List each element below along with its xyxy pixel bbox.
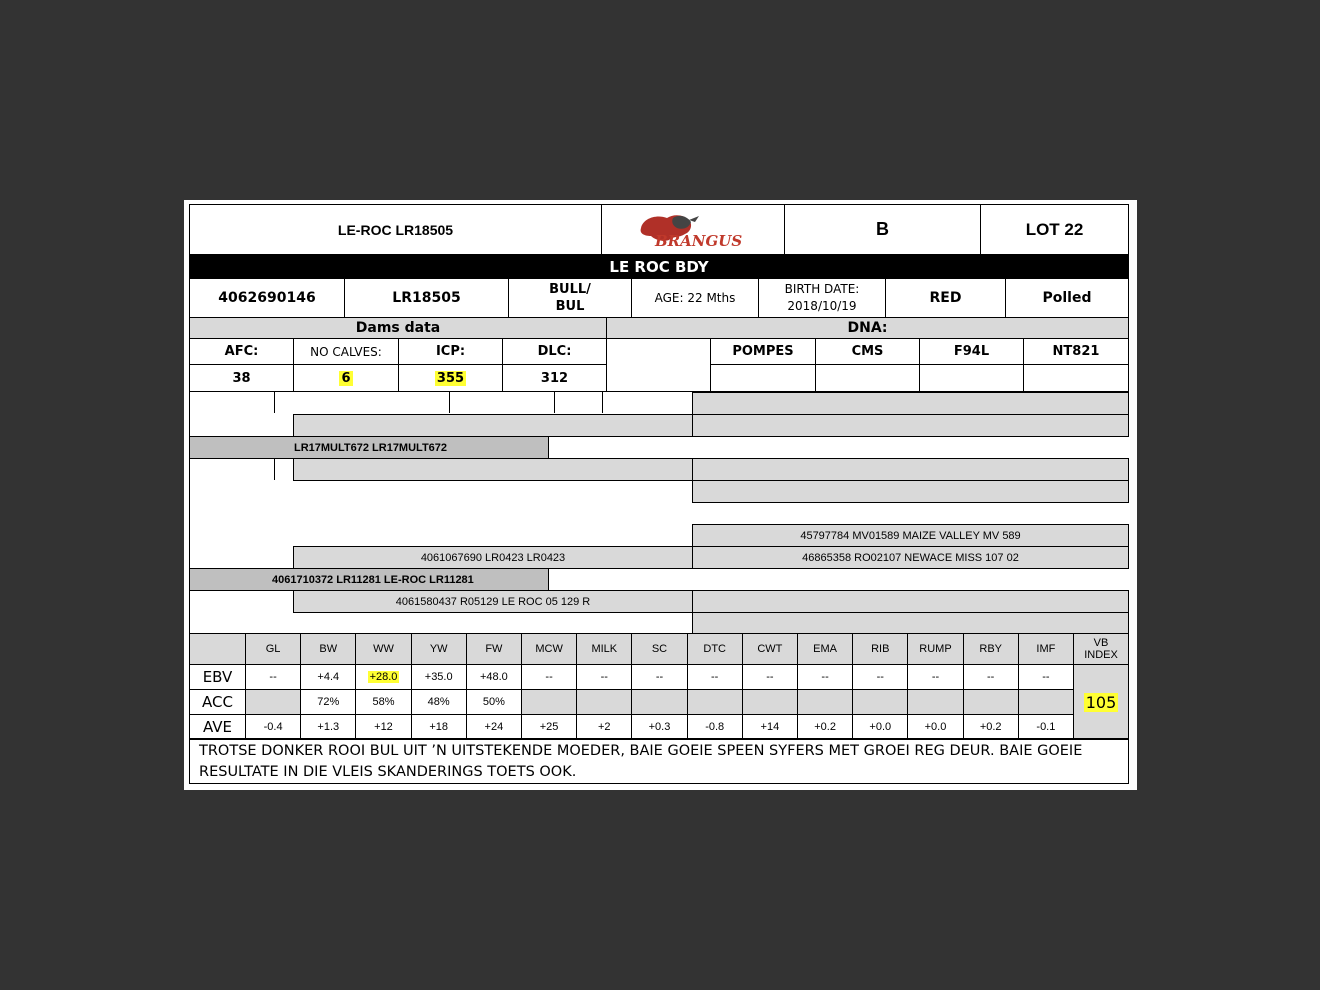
ebv-cell [521,664,577,690]
ebv-row-label-ave [189,714,246,740]
ebv-col-mcw [521,633,577,665]
ebv-row-label-ebv-text: EBV [202,668,233,686]
sire-box [189,436,549,459]
ssg-2 [692,414,1129,437]
sex-line-2: BUL [555,299,585,314]
ebv-cell [521,689,577,715]
ebv-value: -- [655,671,664,683]
ebv-cell [631,689,687,715]
ebv-value: -- [269,671,277,683]
ebv-cell [687,714,743,740]
class-text: B [876,219,889,239]
ebv-value: +25 [539,721,559,733]
dam-sire-dam-box [692,546,1129,569]
sdg-1 [692,458,1129,481]
sex-cell [508,278,632,318]
dams-header-icp [398,338,503,365]
pompes-label: POMPES [732,344,794,359]
ebv-col-ema-text: EMA [813,643,838,655]
ebv-value: +0.2 [979,721,1002,733]
dna-header-nt821 [1023,338,1129,365]
ebv-col-fw-text: FW [485,643,503,655]
ebv-value: +1.3 [317,721,340,733]
dna-value-cms [815,364,920,392]
sire-sire-box [293,414,693,437]
birth-label: BIRTH DATE: [784,282,860,296]
ebv-cell [466,714,522,740]
ebv-col-rib-text: RIB [871,643,890,655]
ebv-cell [963,714,1019,740]
f94l-label: F94L [953,344,990,359]
ebv-header-blank [189,633,246,665]
ebv-col-gl [245,633,301,665]
id-number-text: 4062690146 [218,290,316,306]
ebv-value: -- [987,671,995,683]
ebv-col-yw [411,633,467,665]
dams-header-calves [293,338,399,365]
reg-number [344,278,509,318]
ebv-value: -0.1 [1036,721,1056,733]
ebv-value: +24 [484,721,504,733]
ebv-cell [576,714,632,740]
banner-text: LE ROC BDY [609,257,709,276]
birth-date: 2018/10/19 [787,299,857,313]
ebv-col-ww [355,633,411,665]
reg-number-text: LR18505 [392,290,461,306]
ebv-cell [907,664,963,690]
ebv-value: +14 [760,721,780,733]
ebv-col-cwt-text: CWT [757,643,783,655]
vb-index-number: 105 [1085,692,1117,712]
dna-blank [606,338,711,392]
dams-value-calves [293,364,399,392]
icp-value: 355 [436,370,465,386]
bull-logo-icon [633,210,753,250]
ebv-cell [245,714,301,740]
nt821-label: NT821 [1052,344,1100,359]
ebv-col-dtc [687,633,743,665]
lot-text: LOT 22 [1025,219,1084,239]
dna-header-cms [815,338,920,365]
ebv-cell [631,664,687,690]
dam-text: 4061710372 LR11281 LE-ROC LR11281 [272,573,474,586]
ebv-cell [852,714,908,740]
ebv-cell [797,714,853,740]
afc-label: AFC: [224,344,259,359]
dna-title-text: DNA: [847,320,888,336]
ebv-col-dtc-text: DTC [703,643,726,655]
ebv-cell [411,714,467,740]
ebv-cell [355,714,411,740]
ebv-col-rump [907,633,963,665]
comment-box [189,738,1129,784]
ebv-value: -- [545,671,553,683]
ebv-value: +28.0 [369,671,398,683]
ebv-row-label-ebv [189,664,246,690]
dna-header-f94l [919,338,1024,365]
ebv-row-label-ave-text: AVE [202,718,233,736]
ebv-row-label-acc-text: ACC [202,693,233,711]
ebv-cell [576,664,632,690]
ebv-value: -- [600,671,608,683]
calves-value: 6 [341,370,351,386]
afc-value: 38 [232,370,251,386]
ebv-value: -- [931,671,940,683]
dlc-value: 312 [540,370,569,386]
ebv-cell [907,714,963,740]
ebv-col-fw [466,633,522,665]
dams-header-afc [189,338,294,365]
birth-date-cell [758,278,886,318]
ebv-cell [687,664,743,690]
colour-cell [885,278,1006,318]
sire-text: LR17MULT672 LR17MULT672 [294,441,448,454]
age-cell [631,278,759,318]
icp-label: ICP: [435,344,466,359]
ebv-col-milk [576,633,632,665]
dam-sire-dam-text: 46865358 RO02107 NEWACE MISS 107 02 [802,551,1019,564]
dlc-label: DLC: [537,344,572,359]
dams-value-icp [398,364,503,392]
ebv-value: 48% [427,696,450,708]
sdg-2 [692,480,1129,503]
ebv-col-bw-text: BW [319,643,338,655]
dams-value-afc [189,364,294,392]
ebv-col-rby-text: RBY [979,643,1002,655]
dams-title [189,317,607,339]
ebv-col-bw [300,633,356,665]
ebv-cell [411,689,467,715]
ssg-1 [692,392,1129,415]
ebv-cell [963,689,1019,715]
ebv-cell [466,689,522,715]
horn-cell [1005,278,1129,318]
cms-label: CMS [851,344,884,359]
ebv-cell [411,664,467,690]
ebv-cell [300,664,356,690]
dna-title [606,317,1129,339]
brand-logo [601,204,785,255]
dam-sire-text: 4061067690 LR0423 LR0423 [420,551,566,564]
ebv-cell [245,689,301,715]
dam-sire-sire-box [692,524,1129,547]
sire-dam-box [293,458,693,481]
ebv-row-label-acc [189,689,246,715]
horn-text: Polled [1042,290,1092,306]
ebv-cell [1018,689,1074,715]
ebv-value: +12 [374,721,393,733]
lot-number [980,204,1129,255]
ebv-value: -- [1042,671,1050,683]
ebv-col-gl-text: GL [265,643,281,655]
ebv-cell [742,714,798,740]
ebv-value: +0.2 [814,721,836,733]
dna-header-pompes [710,338,816,365]
ebv-col-mcw-text: MCW [535,643,563,655]
ebv-cell [742,664,798,690]
dam-box [189,568,549,591]
vb-index-header [1073,633,1129,665]
ebv-col-imf [1018,633,1074,665]
sex-line-1: BULL/ [549,282,591,297]
ebv-cell [852,689,908,715]
dna-value-nt821 [1023,364,1129,392]
ebv-col-ww-text: WW [373,643,394,655]
comment-text: TROTSE DONKER ROOI BUL UIT ’N UITSTEKENDE MOEDER, BAIE GOEIE SPEEN SYFERS MET GROEI REG DEUR. BAIE GOEIE RESULTATE IN DIE VLEIS SKANDERINGS TOETS OOK. [199,743,1083,780]
ebv-cell [907,689,963,715]
ebv-value: -- [821,671,829,683]
ebv-cell [687,689,743,715]
ebv-cell [797,689,853,715]
logo-text: BRANGUS [655,231,743,250]
vb-index-value [1073,664,1129,740]
ebv-value: -0.8 [705,721,725,733]
ebv-value: -0.4 [263,721,283,733]
dna-value-pompes [710,364,816,392]
dam-sire-box [293,546,693,569]
vb-index-label: INDEX [1084,649,1118,661]
ebv-value: +48.0 [479,671,508,683]
ebv-cell [1018,714,1074,740]
ebv-value: +0.3 [648,721,671,733]
animal-name-text: LE-ROC LR18505 [337,221,454,238]
colour-text: RED [929,290,962,306]
ebv-value: +35.0 [424,671,453,683]
ebv-cell [1018,664,1074,690]
ebv-value: +0.0 [869,721,892,733]
age-text: AGE: 22 Mths [654,291,736,305]
ebv-cell [852,664,908,690]
ebv-cell [466,664,522,690]
id-number [189,278,345,318]
animal-banner [189,254,1129,279]
ebv-col-cwt [742,633,798,665]
ebv-value: +4.4 [317,671,340,683]
ebv-value: -- [766,671,774,683]
ebv-col-rump-text: RUMP [919,643,952,655]
animal-name [189,204,602,255]
ebv-cell [355,689,411,715]
ebv-cell [963,664,1019,690]
ebv-value: +18 [429,721,449,733]
ebv-col-rib [852,633,908,665]
class-cell [784,204,981,255]
ebv-col-rby [963,633,1019,665]
ebv-cell [742,689,798,715]
ddg-2 [692,612,1129,635]
dam-dam-text: 4061580437 R05129 LE ROC 05 129 R [395,595,591,608]
ebv-value: 58% [372,696,395,708]
ebv-col-yw-text: YW [429,643,448,655]
ebv-col-milk-text: MILK [591,643,618,655]
ddg-1 [692,590,1129,613]
lot-card [184,200,1137,790]
ebv-col-ema [797,633,853,665]
ebv-cell [245,664,301,690]
dna-value-f94l [919,364,1024,392]
ebv-value: -- [876,671,884,683]
ebv-value: +2 [598,721,611,733]
dam-sire-sire-text: 45797784 MV01589 MAIZE VALLEY MV 589 [800,529,1021,542]
ebv-cell [355,664,411,690]
dams-header-dlc [502,338,607,365]
ebv-col-imf-text: IMF [1036,643,1056,655]
ebv-value: +0.0 [924,721,947,733]
ebv-cell [521,714,577,740]
ebv-col-sc-text: SC [651,643,668,655]
ebv-cell [631,714,687,740]
ebv-value: 72% [317,696,340,708]
ebv-value: 50% [482,696,505,708]
vb-index-label: VB [1093,637,1109,649]
ebv-cell [797,664,853,690]
ebv-cell [300,689,356,715]
dams-value-dlc [502,364,607,392]
dam-dam-box [293,590,693,613]
ebv-value: -- [711,671,719,683]
ebv-col-sc [631,633,687,665]
dams-title-text: Dams data [355,320,441,336]
ebv-cell [576,689,632,715]
calves-label: NO CALVES: [310,344,382,359]
ebv-cell [300,714,356,740]
